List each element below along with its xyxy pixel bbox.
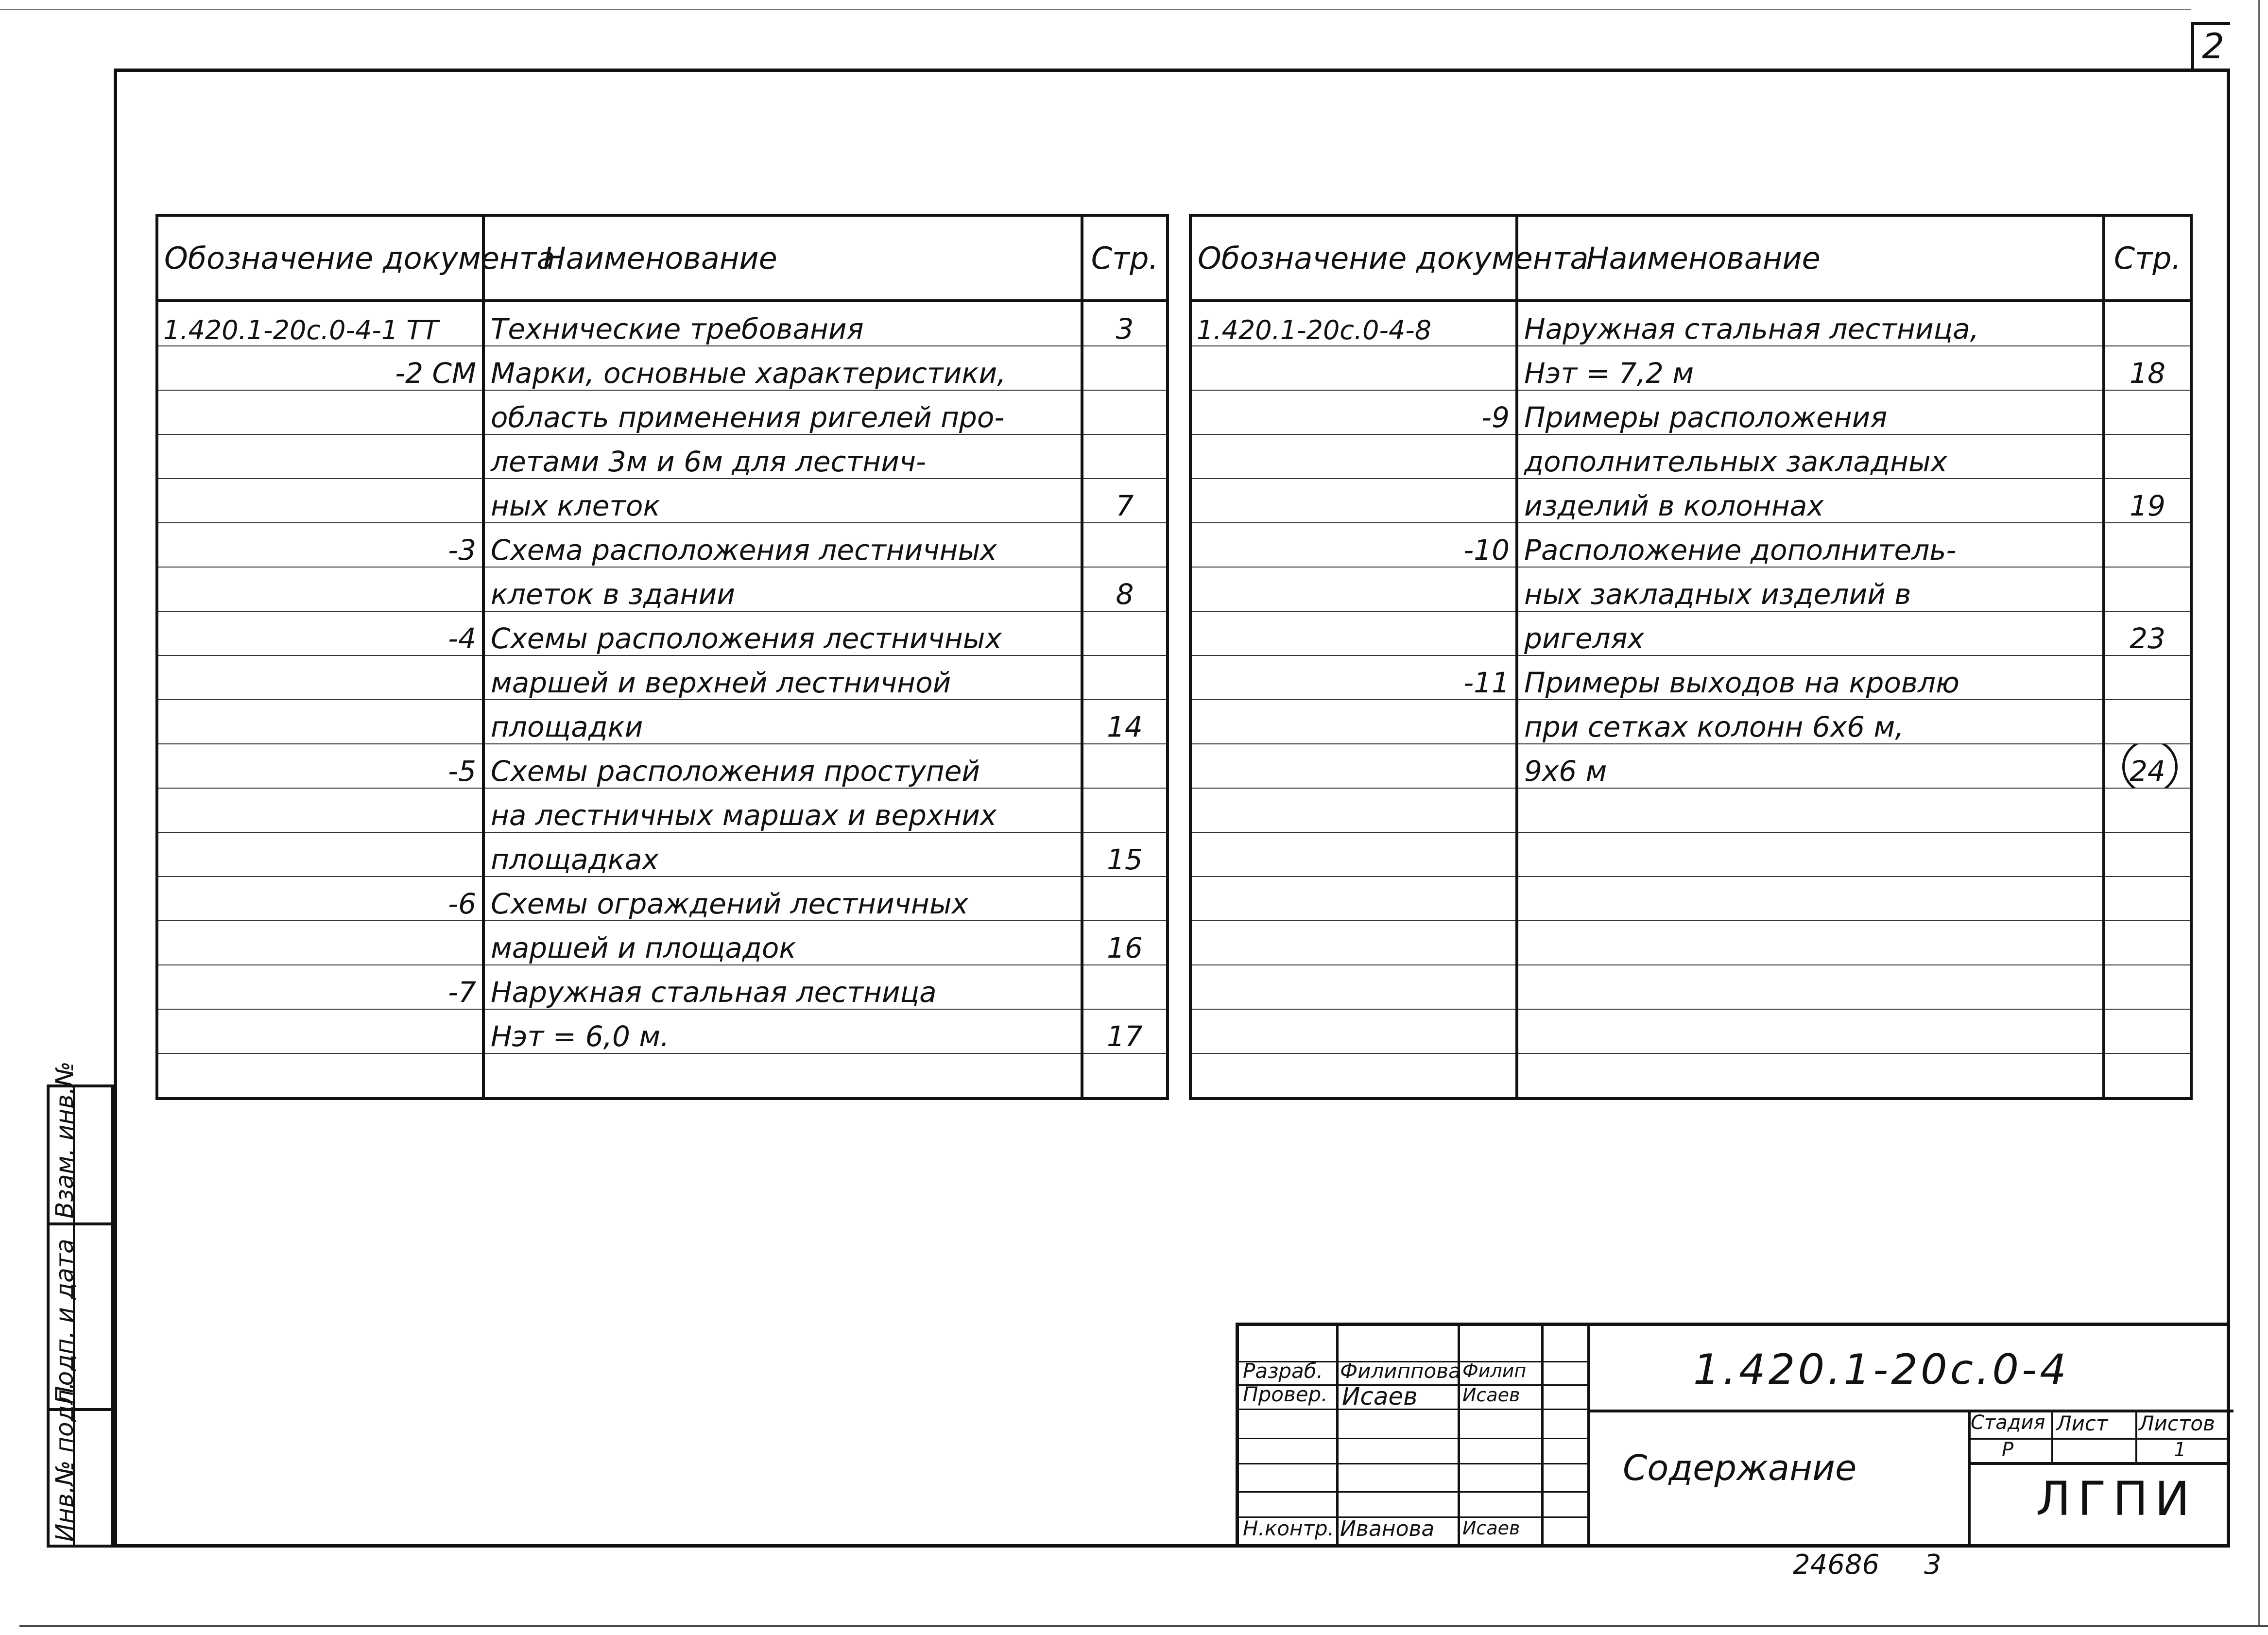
- row-name: Примеры расположения: [1517, 390, 2104, 434]
- tb-signature-checked: Исаев: [1462, 1384, 1520, 1406]
- table-row: [157, 1053, 1168, 1099]
- row-page: 19: [2104, 479, 2191, 523]
- left-table-body: [157, 301, 1168, 1099]
- row-page: [2104, 567, 2191, 611]
- row-page: [2104, 700, 2191, 744]
- row-designation: -7: [157, 965, 483, 1009]
- row-designation: 1.420.1-20с.0-4-8: [1190, 301, 1517, 346]
- row-designation: [157, 434, 483, 479]
- tb-name-norm-control: Иванова: [1340, 1516, 1435, 1541]
- row-name: при сетках колонн 6х6 м,: [1517, 700, 2104, 744]
- tb-stage: Р: [2002, 1439, 2014, 1461]
- table-row: [1190, 346, 2191, 390]
- row-designation: [157, 567, 483, 611]
- tb-role-norm-control: Н.контр.: [1243, 1516, 1334, 1540]
- row-designation: -2 СМ: [157, 346, 483, 390]
- row-page: [2104, 965, 2191, 1009]
- row-name: летами 3м и 6м для лестнич-: [483, 434, 1082, 479]
- tb-stage-label: Стадия: [1971, 1411, 2045, 1434]
- side-stamp: [47, 1061, 114, 1548]
- tb-name-developed: Филиппова: [1340, 1359, 1461, 1383]
- row-page: 16: [1082, 921, 1168, 965]
- row-name: ных клеток: [483, 479, 1082, 523]
- table-row: [157, 921, 1168, 965]
- tb-name-checked: Исаев: [1342, 1382, 1418, 1411]
- tb-vline: [1336, 1326, 1339, 1544]
- row-page: [2104, 390, 2191, 434]
- table-row: [1190, 965, 2191, 1009]
- row-page: [1082, 434, 1168, 479]
- row-name: Наружная стальная лестница,: [1517, 301, 2104, 346]
- table-row: [157, 788, 1168, 832]
- row-designation: [157, 655, 483, 700]
- row-name: ных закладных изделий в: [1517, 567, 2104, 611]
- row-page: [1082, 346, 1168, 390]
- row-page: [1082, 744, 1168, 788]
- tb-hline: [1968, 1462, 2227, 1465]
- row-page: [2104, 434, 2191, 479]
- row-designation: -10: [1190, 523, 1517, 567]
- tb-document-code: 1.420.1-20с.0-4: [1693, 1345, 2069, 1394]
- row-designation: [1190, 877, 1517, 921]
- row-name: Схемы ограждений лестничных: [483, 877, 1082, 921]
- table-row: [157, 567, 1168, 611]
- row-page: [2104, 523, 2191, 567]
- table-row: [157, 744, 1168, 788]
- row-page: [1082, 523, 1168, 567]
- row-designation: [157, 788, 483, 832]
- copy-format: 3: [1924, 1549, 1942, 1581]
- table-row: [1190, 832, 2191, 877]
- row-designation: [1190, 1009, 1517, 1053]
- row-name: [483, 1053, 1082, 1099]
- row-page: 17: [1082, 1009, 1168, 1053]
- side-stamp-row-line: [50, 1222, 111, 1225]
- table-row: [1190, 301, 2191, 346]
- table-row: [1190, 1009, 2191, 1053]
- row-designation: [157, 1009, 483, 1053]
- row-name: площадках: [483, 832, 1082, 877]
- row-page: [2104, 1009, 2191, 1053]
- tb-vline: [2135, 1410, 2137, 1462]
- row-designation: [157, 1053, 483, 1099]
- table-row: [157, 346, 1168, 390]
- row-designation: [1190, 346, 1517, 390]
- row-page: 18: [2104, 346, 2191, 390]
- row-page: [2104, 744, 2191, 788]
- table-row: [157, 611, 1168, 655]
- row-name: дополнительных закладных: [1517, 434, 2104, 479]
- row-name: ригелях: [1517, 611, 2104, 655]
- row-designation: -11: [1190, 655, 1517, 700]
- table-row: [1190, 479, 2191, 523]
- title-block: [1236, 1323, 2230, 1548]
- table-row: [157, 479, 1168, 523]
- row-name: маршей и площадок: [483, 921, 1082, 965]
- table-row: [1190, 788, 2191, 832]
- table-row: [1190, 390, 2191, 434]
- trim-line-bottom: [19, 1625, 2268, 1627]
- row-name: Схемы расположения проступей: [483, 744, 1082, 788]
- row-name: Технические требования: [483, 301, 1082, 346]
- row-name: Схема расположения лестничных: [483, 523, 1082, 567]
- row-name: [1517, 832, 2104, 877]
- row-designation: [1190, 1053, 1517, 1099]
- row-name: Схемы расположения лестничных: [483, 611, 1082, 655]
- row-designation: [1190, 479, 1517, 523]
- side-sign-date-label: Подп. и дата: [51, 1239, 79, 1404]
- row-name: [1517, 965, 2104, 1009]
- row-name: Наружная стальная лестница: [483, 965, 1082, 1009]
- header-designation: Обозначение документа: [157, 215, 483, 301]
- row-designation: [1190, 700, 1517, 744]
- tb-hline: [1239, 1463, 1587, 1464]
- table-row: [157, 832, 1168, 877]
- side-replace-inv-label: Взам. инв.№: [51, 1061, 79, 1219]
- row-designation: -5: [157, 744, 483, 788]
- tb-title: Содержание: [1623, 1447, 1857, 1488]
- tb-signature-norm-control: Исаев: [1462, 1517, 1520, 1539]
- row-designation: -6: [157, 877, 483, 921]
- row-designation: 1.420.1-20с.0-4-1 ТТ: [157, 301, 483, 346]
- table-row: [157, 700, 1168, 744]
- tb-hline: [1239, 1491, 1587, 1493]
- row-designation: [1190, 611, 1517, 655]
- trim-line-top: [0, 9, 2191, 10]
- row-name: изделий в колоннах: [1517, 479, 2104, 523]
- row-page: [1082, 788, 1168, 832]
- row-designation: [1190, 567, 1517, 611]
- row-designation: [1190, 965, 1517, 1009]
- header-name: Наименование: [483, 215, 1082, 301]
- table-row: [1190, 1053, 2191, 1099]
- tb-sheet-label: Лист: [2056, 1411, 2108, 1435]
- row-name: на лестничных маршах и верхних: [483, 788, 1082, 832]
- row-name: [1517, 921, 2104, 965]
- row-page: [2104, 301, 2191, 346]
- right-table-body: [1190, 301, 2191, 1099]
- row-page: 23: [2104, 611, 2191, 655]
- row-designation: -4: [157, 611, 483, 655]
- row-name: [1517, 1009, 2104, 1053]
- tb-vline: [1587, 1326, 1590, 1544]
- row-name: Нэт = 7,2 м: [1517, 346, 2104, 390]
- row-designation: [157, 832, 483, 877]
- row-designation: [1190, 788, 1517, 832]
- table-row: [1190, 700, 2191, 744]
- row-page: [1082, 877, 1168, 921]
- row-name: [1517, 1053, 2104, 1099]
- header-name: Наименование: [1517, 215, 2104, 301]
- row-designation: [157, 479, 483, 523]
- sheet-number: 2: [2202, 26, 2224, 67]
- row-name: область применения ригелей про-: [483, 390, 1082, 434]
- row-designation: -3: [157, 523, 483, 567]
- row-name: Марки, основные характеристики,: [483, 346, 1082, 390]
- row-page: [1082, 965, 1168, 1009]
- row-name: Нэт = 6,0 м.: [483, 1009, 1082, 1053]
- table-row: [1190, 434, 2191, 479]
- table-row: [157, 655, 1168, 700]
- row-page: [2104, 1053, 2191, 1099]
- row-name: площадки: [483, 700, 1082, 744]
- side-inv-original-label: Инв.№ подл.: [51, 1381, 79, 1542]
- row-name: клеток в здании: [483, 567, 1082, 611]
- row-designation: [1190, 921, 1517, 965]
- row-name: Расположение дополнитель-: [1517, 523, 2104, 567]
- row-designation: -9: [1190, 390, 1517, 434]
- row-designation: [157, 700, 483, 744]
- tb-hline: [1239, 1438, 1587, 1439]
- header-page: Стр.: [1082, 215, 1168, 301]
- table-row: [1190, 921, 2191, 965]
- row-name: [1517, 788, 2104, 832]
- row-page: [1082, 390, 1168, 434]
- table-row: [1190, 877, 2191, 921]
- trim-line-right: [2258, 0, 2260, 1625]
- row-page: [2104, 655, 2191, 700]
- table-row: [157, 523, 1168, 567]
- row-designation: [1190, 434, 1517, 479]
- archive-number: 24686: [1793, 1549, 1880, 1581]
- tb-role-developed: Разраб.: [1243, 1359, 1323, 1383]
- row-page: [2104, 788, 2191, 832]
- table-row: [157, 877, 1168, 921]
- row-page: [1082, 1053, 1168, 1099]
- header-page: Стр.: [2104, 215, 2191, 301]
- row-page: [2104, 921, 2191, 965]
- row-designation: [1190, 832, 1517, 877]
- tb-signature-developed: Филип: [1462, 1360, 1527, 1381]
- row-page-text: 24: [2130, 755, 2165, 788]
- contents-table-right: [1189, 214, 2193, 1100]
- row-name: [1517, 877, 2104, 921]
- tb-role-checked: Провер.: [1243, 1382, 1328, 1406]
- row-designation: [1190, 744, 1517, 788]
- row-page: [1082, 611, 1168, 655]
- row-page: 3: [1082, 301, 1168, 346]
- row-name: Примеры выходов на кровлю: [1517, 655, 2104, 700]
- table-row: [157, 301, 1168, 346]
- table-row: [157, 390, 1168, 434]
- row-page: 15: [1082, 832, 1168, 877]
- table-row: [1190, 744, 2191, 788]
- header-designation: Обозначение документа: [1190, 215, 1517, 301]
- row-page: 7: [1082, 479, 1168, 523]
- row-name: 9х6 м: [1517, 744, 2104, 788]
- table-row: [157, 434, 1168, 479]
- row-designation: [157, 390, 483, 434]
- table-row: [1190, 655, 2191, 700]
- row-name: маршей и верхней лестничной: [483, 655, 1082, 700]
- table-row: [157, 1009, 1168, 1053]
- tb-organization: ЛГПИ: [2036, 1472, 2197, 1526]
- row-page: [2104, 877, 2191, 921]
- row-page: 8: [1082, 567, 1168, 611]
- tb-vline: [1541, 1326, 1544, 1544]
- row-page: [1082, 655, 1168, 700]
- row-designation: [157, 921, 483, 965]
- table-row: [1190, 523, 2191, 567]
- tb-sheets-label: Листов: [2139, 1411, 2215, 1435]
- table-row: [157, 965, 1168, 1009]
- tb-sheets: 1: [2174, 1439, 2186, 1461]
- table-row: [1190, 611, 2191, 655]
- row-page: 14: [1082, 700, 1168, 744]
- row-page: [2104, 832, 2191, 877]
- contents-table-left: [155, 214, 1169, 1100]
- table-row: [1190, 567, 2191, 611]
- tb-vline: [2051, 1410, 2053, 1462]
